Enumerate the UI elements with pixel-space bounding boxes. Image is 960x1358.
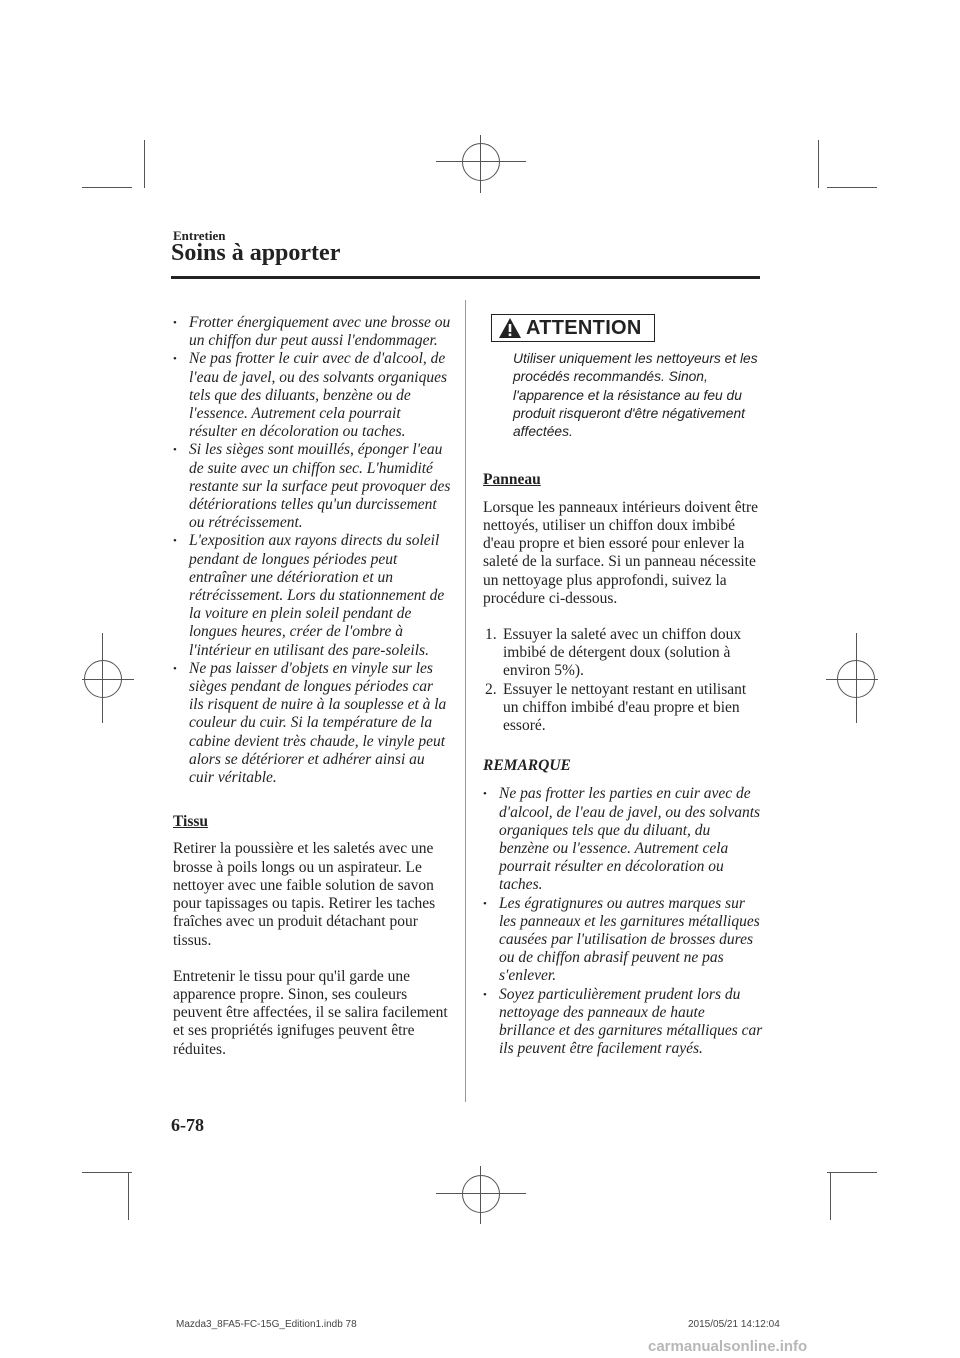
bullet-icon: • (173, 353, 177, 366)
list-item: • Soyez particulièrement prudent lors du nettoyage des panneaux de haute brillance et des garnitures métalliques car ils peuvent être facilement rayés. (483, 985, 763, 1058)
list-item: • L'exposition aux rayons directs du soleil pendant de longues périodes peut entraîner une détérioration et un rétrécissement. Lors du stationnement de la voiture en plein soleil pendant de longues heures, créer de l'ombre à l'intérieur en utilisant des pare-soleils. (173, 532, 445, 659)
bullet-icon: • (173, 444, 177, 457)
list-item: • Si les sièges sont mouillés, éponger l'eau de suite avec un chiffon sec. L'humidité restante sur la surface peut provoquer des détériorations telles qu'un durcissement ou rétrécissement. (173, 441, 451, 532)
bullet-icon: • (173, 662, 177, 675)
section-label: Entretien (173, 228, 226, 243)
page-number: 6-78 (171, 1115, 204, 1135)
leather-notes (173, 314, 451, 787)
attention-box (491, 314, 655, 342)
bullet-icon: • (483, 988, 487, 1001)
list-item: • Ne pas frotter le cuir avec de d'alcool, de l'eau de javel, ou des solvants organiques tels que des diluants, benzène ou de l'essence. Autrement cela pourrait résulter en décoloration ou taches. (173, 350, 448, 441)
bullet-icon: • (173, 317, 177, 329)
watermark: carmanualsonline.info (648, 1338, 808, 1355)
bullet-icon: • (483, 897, 487, 910)
tissu-heading: Tissu (173, 813, 209, 831)
cleaning-steps (483, 626, 763, 735)
bullet-icon: • (483, 788, 487, 801)
panneau-heading: Panneau (483, 471, 541, 489)
column-divider (465, 300, 466, 1102)
page-title: Soins à apporter (171, 240, 341, 266)
title-rule (171, 276, 760, 279)
warning-triangle-icon (498, 317, 522, 339)
list-item: • Frotter énergiquement avec une brosse ou un chiffon dur peut aussi l'endommager. (173, 314, 451, 350)
attention-text: Utiliser uniquement les nettoyeurs et les procédés recommandés. Sinon, l'apparence et la résistance au feu du produit risqueront d'être négativement affectées. (513, 351, 758, 440)
left-column (173, 314, 451, 1077)
print-file-info: Mazda3_8FA5-FC-15G_Edition1.indb 78 (176, 1319, 357, 1330)
tissu-paragraph: Entretenir le tissu pour qu'il garde une apparence propre. Sinon, ses couleurs peuvent être affectées, il se salira facilement et ses propriétés ignifuges peuvent être réduites. (173, 967, 448, 1058)
attention-label: ATTENTION (526, 316, 642, 339)
tissu-paragraph: Retirer la poussière et les saletés avec une brosse à poils longs ou un aspirateur. Le nettoyer avec une faible solution de savon pour tapissages ou tapis. Retirer les taches fraîches avec un produit détachant pour tissus. (173, 840, 436, 949)
panneau-intro: Lorsque les panneaux intérieurs doivent être nettoyés, utiliser un chiffon doux imbibé d'eau propre et bien essoré pour enlever la saleté de la surface. Si un panneau nécessite un nettoyage plus approfondi, suivez la procédure ci-dessous. (483, 498, 759, 607)
remark-notes (483, 785, 763, 1058)
right-column (483, 314, 763, 1058)
list-item: • Les égratignures ou autres marques sur les panneaux et les garnitures métalliques causées par l'utilisation de brosses dures ou de chiffon abrasif peuvent ne pas s'enlever. (483, 894, 760, 985)
remark-heading: REMARQUE (483, 757, 571, 775)
bullet-icon: • (173, 535, 177, 548)
list-item: • Ne pas laisser d'objets en vinyle sur les sièges pendant de longues périodes car ils risquent de nuire à la souplesse et à la couleur du cuir. Si la température de la cabine devient très chaude, le vinyle peut alors se détériorer et adhérer ainsi au cuir véritable. (173, 659, 447, 787)
list-item: 2. Essuyer le nettoyant restant en utilisant un chiffon imbibé d'eau propre et bien essoré. (485, 680, 747, 734)
list-item: 1. Essuyer la saleté avec un chiffon doux imbibé de détergent doux (solution à environ 5%). (485, 625, 742, 680)
list-item: • Ne pas frotter les parties en cuir avec de d'alcool, de l'eau de javel, ou des solvants organiques tels que du diluant, du benzène ou l'essence. Autrement cela pourrait résulter en décoloration ou taches. (483, 785, 761, 894)
print-timestamp: 2015/05/21 14:12:04 (688, 1319, 780, 1330)
